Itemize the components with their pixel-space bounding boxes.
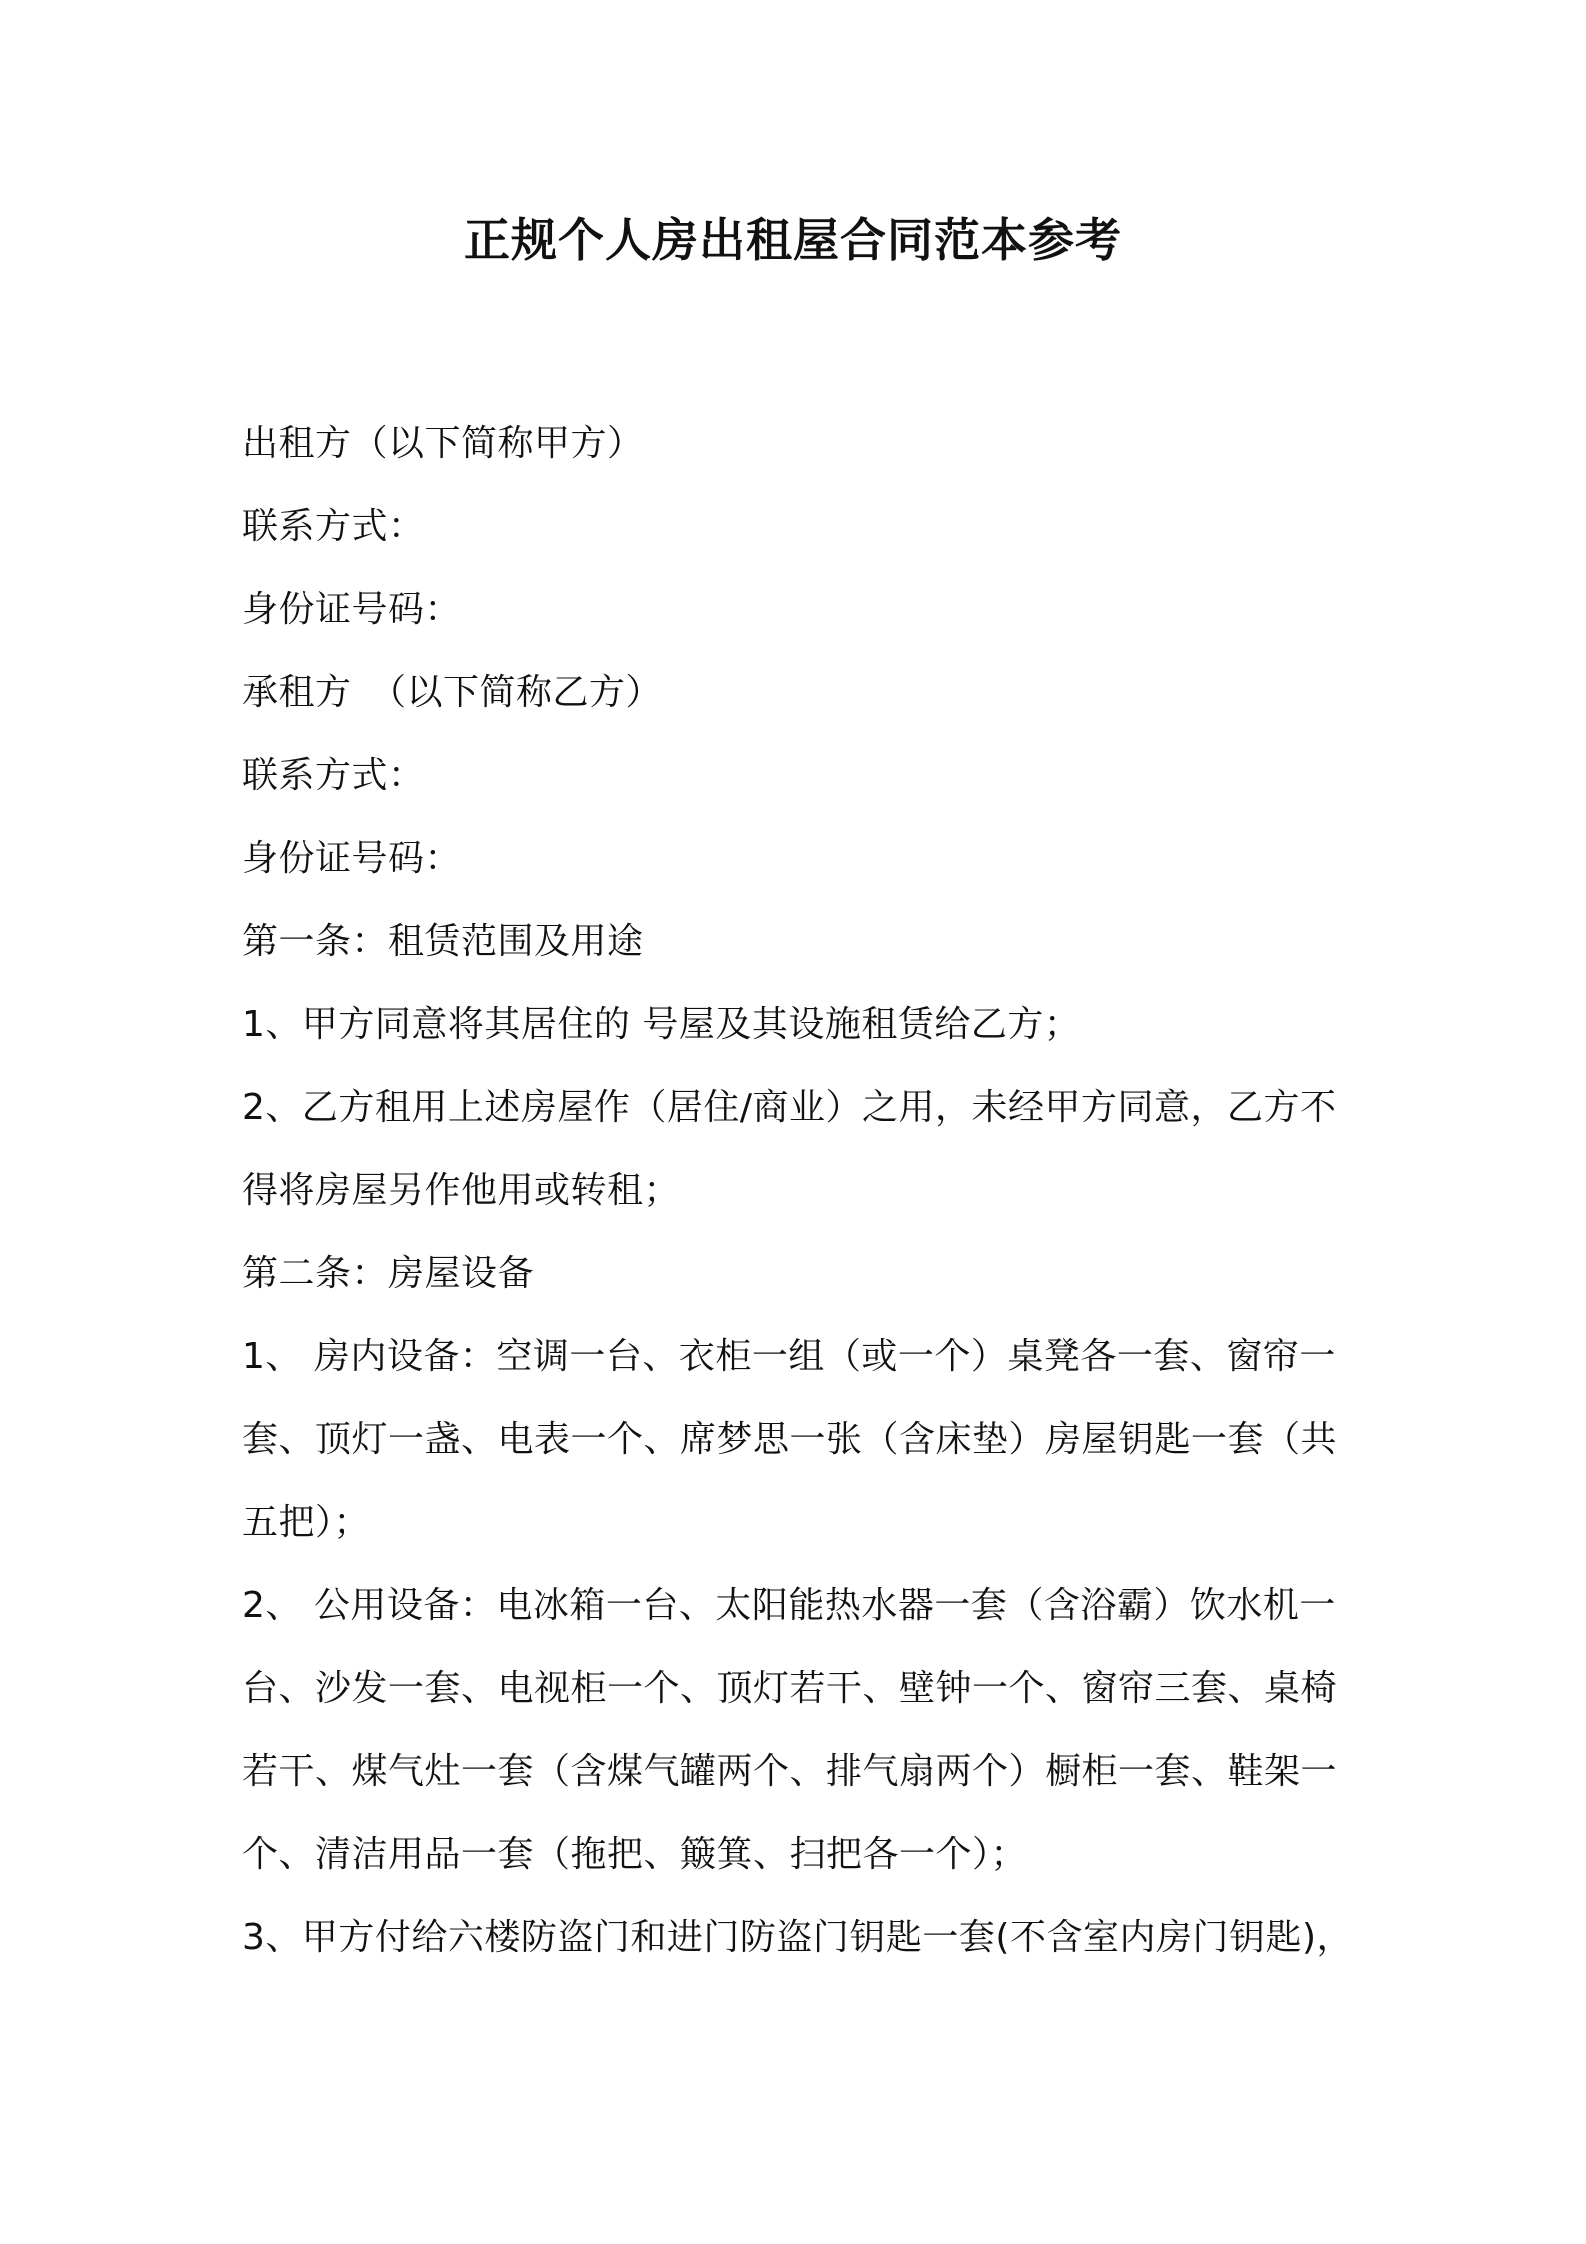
article-2-clause-1-line-2: 套、顶灯一盏、电表一个、席梦思一张（含床垫）房屋钥匙一套（共: [242, 1419, 1338, 1460]
lessee-contact-label: 联系方式：: [242, 755, 425, 796]
lessor-contact-label: 联系方式：: [242, 506, 425, 547]
article-1-clause-1: 1、甲方同意将其居住的 号屋及其设施租赁给乙方；: [242, 1004, 1081, 1045]
article-1-clause-2-line-1: 2、乙方租用上述房屋作（居住/商业）之用，未经甲方同意，乙方不: [242, 1087, 1337, 1128]
article-2-clause-2-line-3: 若干、煤气灶一套（含煤气罐两个、排气扇两个）橱柜一套、鞋架一: [242, 1751, 1338, 1792]
article-1-clause-2-line-2: 得将房屋另作他用或转租；: [242, 1170, 681, 1211]
lessor-label: 出租方（以下简称甲方）: [242, 423, 644, 464]
document-body: [242, 402, 1372, 1979]
article-2-clause-2-line-4: 个、清洁用品一套（拖把、簸箕、扫把各一个）；: [242, 1834, 1028, 1875]
lessee-id-label: 身份证号码：: [242, 838, 462, 879]
article-2-clause-2-line-1: 2、 公用设备：电冰箱一台、太阳能热水器一套（含浴霸）饮水机一: [242, 1585, 1336, 1626]
article-2-clause-1-line-3: 五把）；: [242, 1502, 371, 1543]
article-1-heading: 第一条：租赁范围及用途: [242, 921, 644, 962]
document-title: 正规个人房出租屋合同范本参考: [464, 213, 1122, 267]
article-2-heading: 第二条：房屋设备: [242, 1253, 535, 1294]
article-2-clause-1-line-1: 1、 房内设备：空调一台、衣柜一组（或一个）桌凳各一套、窗帘一: [242, 1336, 1336, 1377]
lessor-id-label: 身份证号码：: [242, 589, 462, 630]
lessee-label: 承租方 （以下简称乙方）: [242, 672, 663, 713]
article-2-clause-2-line-2: 台、沙发一套、电视柜一个、顶灯若干、壁钟一个、窗帘三套、桌椅: [242, 1668, 1338, 1709]
article-2-clause-3-line-1: 3、甲方付给六楼防盗门和进门防盗门钥匙一套(不含室内房门钥匙)，: [242, 1917, 1353, 1958]
